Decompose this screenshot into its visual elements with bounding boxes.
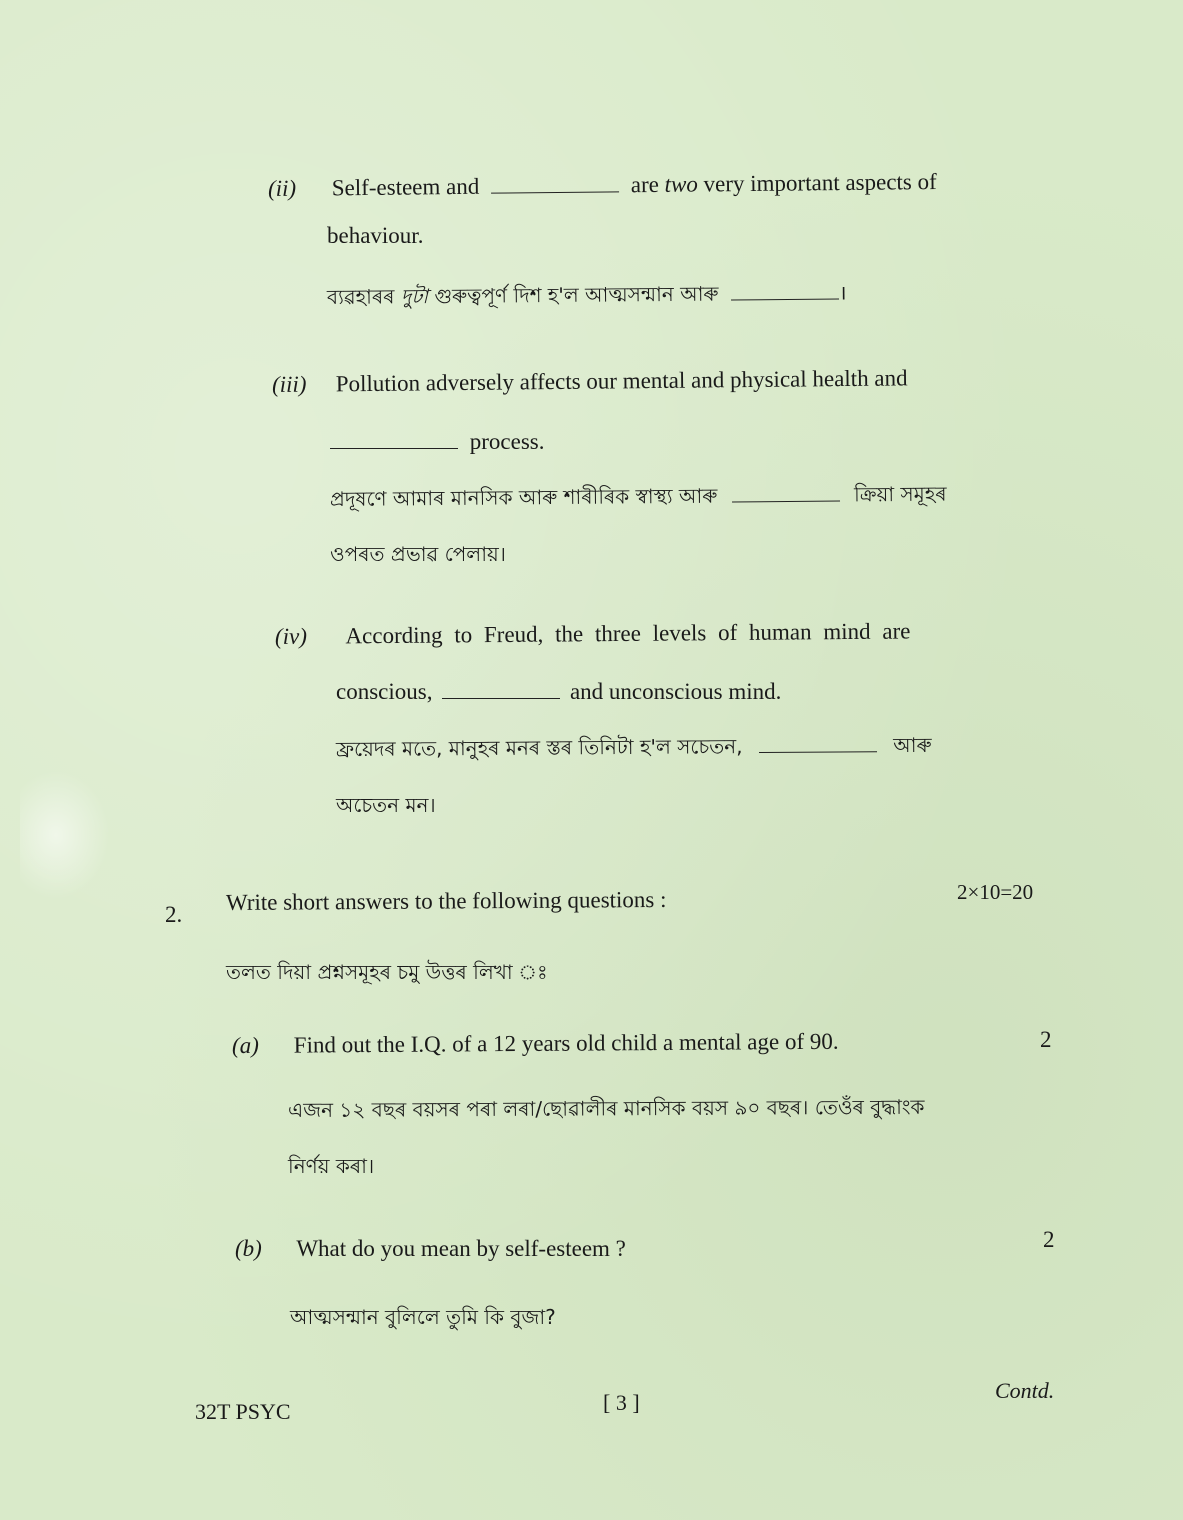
q1-iv-en-line1: [275, 618, 911, 650]
q1-iv-text-b: and unconscious mind.: [569, 679, 782, 704]
q1-ii-label: (ii): [267, 175, 297, 201]
q2-number: 2.: [165, 902, 183, 927]
q1-ii-as-b: গুৰুত্বপূৰ্ণ দিশ হ'ল আত্মসন্মান আৰু: [434, 281, 719, 309]
q1-iii-as-line2: ওপৰত প্ৰভাৱ পেলায়।: [330, 542, 506, 566]
q1-ii-as-blank: [731, 279, 839, 301]
q1-ii-text-em: two: [664, 171, 698, 197]
q2-a-label: (a): [231, 1032, 259, 1058]
footer-code: 32T PSYC: [195, 1399, 291, 1424]
q1-iv-as-line2: অচেতন মন।: [336, 793, 436, 817]
q1-iii-as-blank: [732, 481, 840, 503]
q1-ii-text-b: are: [630, 171, 659, 198]
q1-ii-blank: [491, 168, 619, 193]
q2-a-as-line2: নিৰ্ণয় কৰা।: [288, 1154, 375, 1178]
q1-iv-as-b: আৰু: [893, 732, 932, 758]
q1-iv-en-line2: [336, 675, 781, 705]
q1-ii-text-c: very important aspects of: [703, 168, 937, 197]
q2-b-marks: 2: [1043, 1227, 1055, 1252]
q2-a-en: [232, 1029, 839, 1059]
q1-iii-as-a: প্ৰদূষণে আমাৰ মানসিক আৰু শাৰীৰিক স্বাস্থ্য আৰু: [329, 483, 718, 511]
q1-ii-as-line: [327, 278, 847, 316]
q1-iii-as-b: ক্ৰিয়া সমূহৰ: [853, 481, 947, 507]
q2-a-as-line1: এজন ১২ বছৰ বয়সৰ পৰা লৰা/ছোৱালীৰ মানসিক বয়স ৯০ বছৰ। তেওঁৰ বুদ্ধাংক: [287, 1094, 925, 1122]
q1-iv-blank: [442, 675, 560, 699]
q1-ii-en-line2: behaviour.: [327, 223, 424, 248]
q2-b-label: (b): [235, 1236, 262, 1261]
q1-iv-as-a: ফ্ৰয়েদৰ মতে, মানুহৰ মনৰ স্তৰ তিনিটা হ'ল সচেতন,: [335, 734, 743, 761]
q2-instruction-en: Write short answers to the following questions :: [225, 886, 667, 915]
q1-iii-text-2: process.: [469, 429, 545, 454]
q2-a-text: Find out the I.Q. of a 12 years old child a mental age of 90.: [293, 1028, 839, 1058]
q1-ii-en-line1: [268, 165, 937, 202]
q1-ii-text-a: Self-esteem and: [331, 173, 480, 201]
q1-iv-text-a: conscious,: [336, 679, 433, 704]
q1-iv-label: (iv): [274, 623, 308, 649]
paper-crease: [20, 770, 110, 900]
q1-iii-text: Pollution adversely affects our mental and physical health and: [335, 365, 908, 397]
q1-iv-as-blank: [759, 731, 877, 753]
footer-contd: Contd.: [995, 1378, 1055, 1403]
q1-iii-label: (iii): [271, 371, 307, 397]
q1-ii-as-a: ব্যৱহাৰৰ: [326, 284, 395, 309]
q2-instruction-as: তলত দিয়া প্ৰশ্নসমূহৰ চমু উত্তৰ লিখা ঃ: [226, 960, 548, 984]
q2-b-text: What do you mean by self-esteem ?: [296, 1236, 626, 1261]
q2-marks: 2×10=20: [957, 880, 1034, 904]
q1-iv-text: According to Freud, the three levels of human mind are: [345, 618, 911, 649]
q1-iii-blank: [330, 425, 458, 449]
q1-iii-en-line2: [330, 425, 544, 455]
q2-a-marks: 2: [1040, 1027, 1052, 1052]
q1-iii-en-line1: [272, 365, 908, 398]
q1-ii-as-em: দুটা: [400, 284, 429, 309]
q1-iii-as-line1: [330, 480, 947, 518]
q2-b-as: আত্মসন্মান বুলিলে তুমি কি বুজা?: [290, 1305, 556, 1329]
footer-page-number: [ 3 ]: [603, 1390, 640, 1415]
q1-ii-as-end: ।: [838, 280, 847, 305]
q1-iv-as-line1: [336, 731, 932, 768]
q2-b-en: [235, 1236, 626, 1262]
